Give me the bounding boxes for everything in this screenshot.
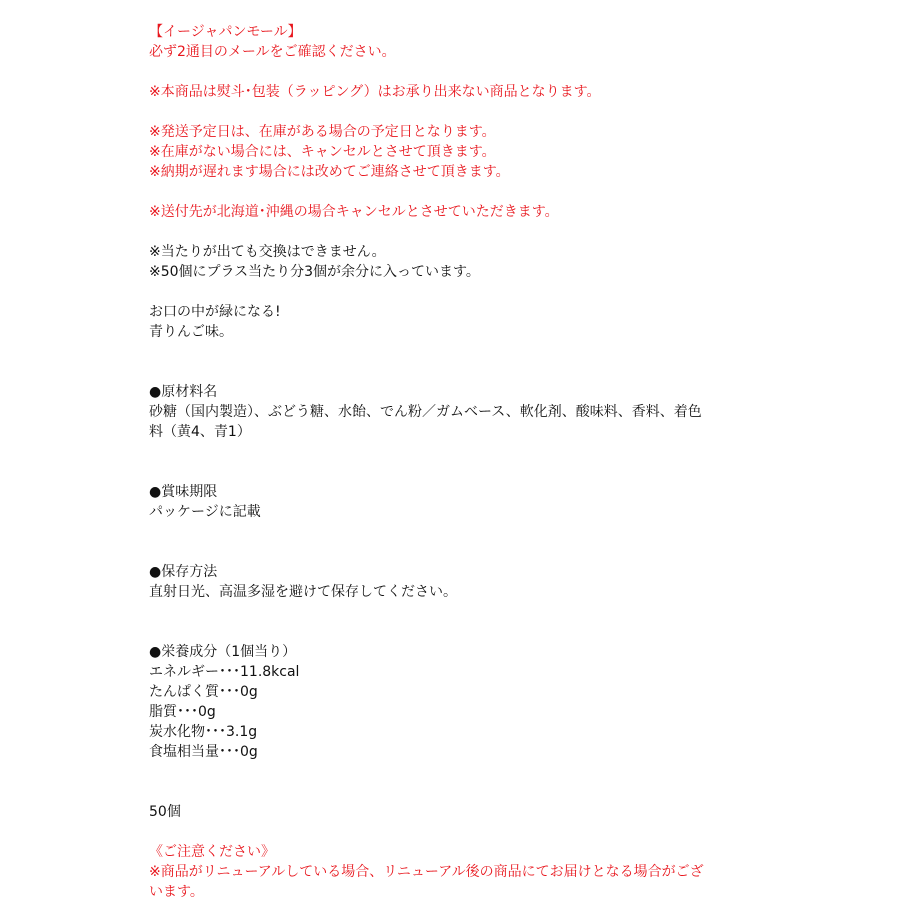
- confirm-mail-notice: 必ず2通目のメールをご確認ください。: [149, 44, 396, 60]
- caution-line-1: ※商品がリニューアルしている場合、リニューアル後の商品にてお届けとなる場合がござ: [149, 864, 704, 880]
- prize-note-2: ※50個にプラス当たり分3個が余分に入っています。: [149, 264, 480, 280]
- region-notice: ※送付先が北海道･沖縄の場合キャンセルとさせていただきます。: [149, 204, 559, 220]
- nutrition-row-carbohydrate: 炭水化物･･･3.1g: [149, 724, 258, 740]
- description-line-2: 青りんご味。: [149, 324, 233, 340]
- prize-note-1: ※当たりが出ても交換はできません。: [149, 244, 386, 260]
- nutrition-row-fat: 脂質･･･0g: [149, 704, 216, 720]
- storage-heading: ●保存方法: [149, 564, 218, 580]
- shipping-notice-2: ※在庫がない場合には、キャンセルとさせて頂きます。: [149, 144, 496, 160]
- ingredients-heading: ●原材料名: [149, 384, 218, 400]
- product-description: [149, 22, 709, 902]
- nutrition-heading: ●栄養成分（1個当り）: [149, 644, 297, 660]
- nutrition-row-salt: 食塩相当量･･･0g: [149, 744, 258, 760]
- shop-name: 【イージャパンモール】: [149, 24, 302, 40]
- ingredients-line-2: 料（黄4、青1）: [149, 424, 251, 440]
- wrapping-notice: ※本商品は熨斗･包装（ラッピング）はお承り出来ない商品となります。: [149, 84, 601, 100]
- caution-heading: 《ご注意ください》: [149, 844, 275, 860]
- quantity: 50個: [149, 804, 181, 820]
- caution-line-2: います。: [149, 884, 204, 900]
- expiry-heading: ●賞味期限: [149, 484, 218, 500]
- expiry-text: パッケージに記載: [149, 504, 261, 520]
- storage-text: 直射日光、高温多湿を避けて保存してください。: [149, 584, 457, 600]
- nutrition-row-energy: エネルギー･･･11.8kcal: [149, 664, 300, 680]
- ingredients-line-1: 砂糖（国内製造）、ぶどう糖、水飴、でん粉／ガムベース、軟化剤、酸味料、香料、着色: [149, 404, 702, 420]
- shipping-notice-1: ※発送予定日は、在庫がある場合の予定日となります。: [149, 124, 496, 140]
- description-line-1: お口の中が緑になる!: [149, 304, 281, 320]
- shipping-notice-3: ※納期が遅れます場合には改めてご連絡させて頂きます。: [149, 164, 510, 180]
- nutrition-row-protein: たんぱく質･･･0g: [149, 684, 258, 700]
